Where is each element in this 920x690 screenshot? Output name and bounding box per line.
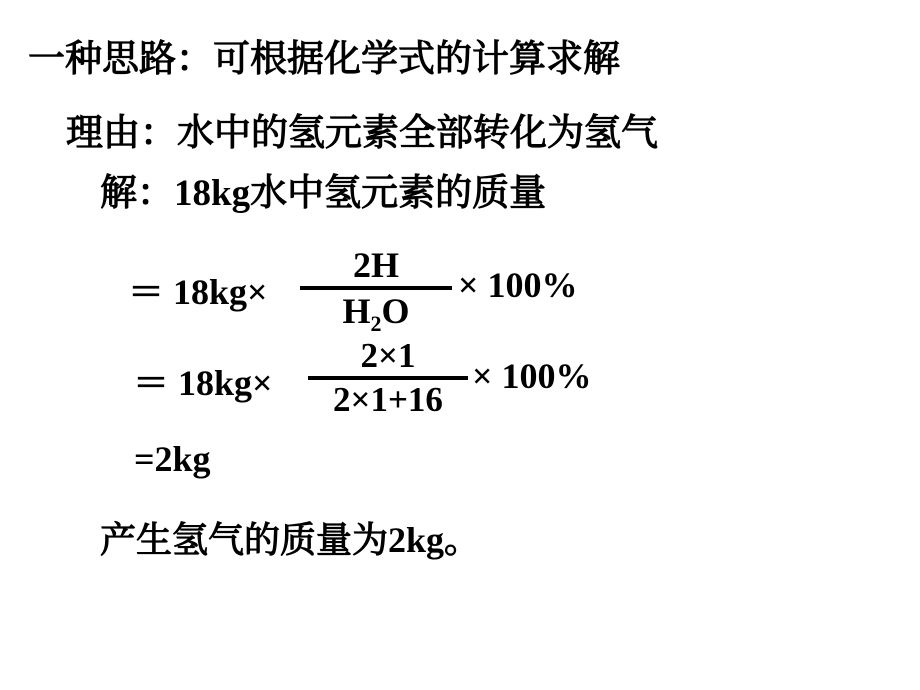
eq1-lhs: ＝ 18kg× xyxy=(128,272,268,312)
eq2-numerator: 2×1 xyxy=(360,336,416,375)
eq2-denominator: 2×1+16 xyxy=(333,380,443,419)
eq1-denominator-sub: 2 xyxy=(370,311,382,336)
solve-label: 解： xyxy=(100,171,174,214)
eq1-denominator-main: H xyxy=(342,291,371,331)
eq1-numerator: 2H xyxy=(352,245,399,285)
heading-line: 一种思路：可根据化学式的计算求解 xyxy=(28,37,620,80)
result-line: =2kg xyxy=(134,439,211,479)
eq1-fraction xyxy=(300,244,452,336)
solve-mass: 18kg xyxy=(174,173,251,214)
eq1-denominator-tail: O xyxy=(381,291,410,331)
solve-text: 水中氢元素的质量 xyxy=(250,171,547,214)
reason-line: 理由：水中的氢元素全部转化为氢气 xyxy=(66,111,658,154)
conclusion-text: 产生氢气的质量为 xyxy=(100,520,389,561)
eq1-denominator xyxy=(300,290,452,336)
conclusion-value: 2kg xyxy=(388,520,445,560)
eq2-rhs: × 100% xyxy=(472,356,592,396)
conclusion-line xyxy=(100,512,480,563)
eq2-lhs: ＝ 18kg× xyxy=(133,363,273,403)
eq2-fraction xyxy=(308,336,468,420)
eq1-rhs: × 100% xyxy=(458,265,578,305)
solution-intro xyxy=(100,162,546,216)
conclusion-end: 。 xyxy=(444,520,481,561)
